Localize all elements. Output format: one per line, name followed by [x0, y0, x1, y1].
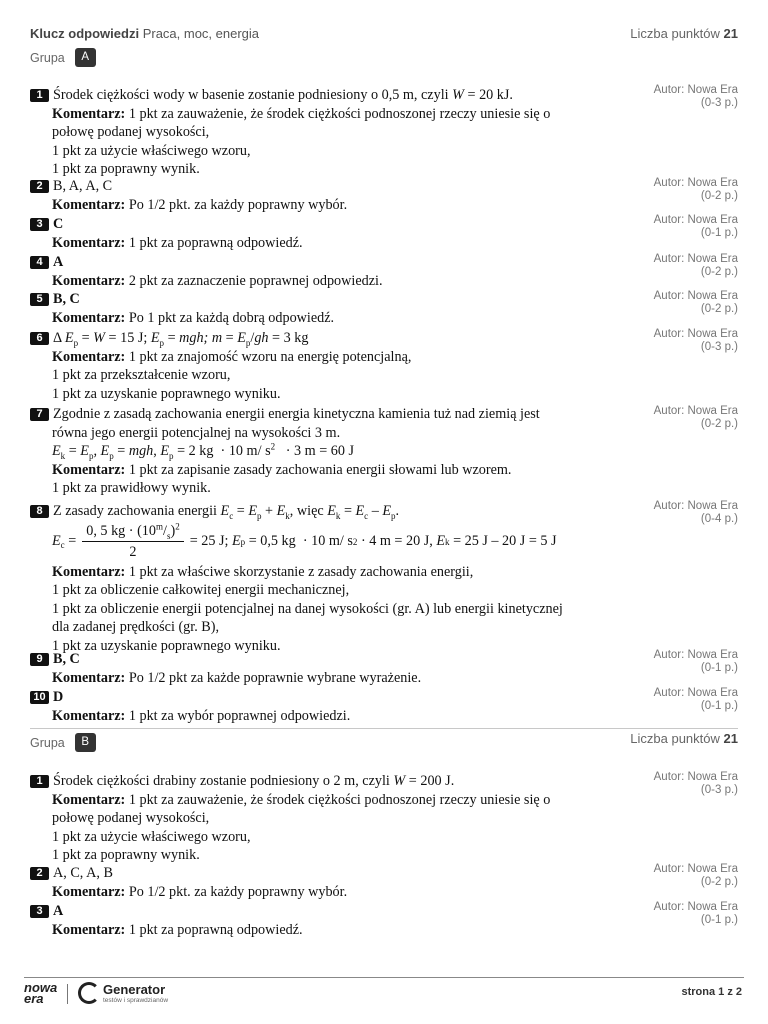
- group-label: Grupa: [30, 735, 65, 750]
- document-subtitle: Praca, moc, energia: [142, 26, 260, 41]
- task-answer: D: [53, 689, 64, 705]
- points-range: (0-1 p.): [700, 227, 738, 239]
- task-answer: A: [53, 903, 64, 919]
- points-range: (0-3 p.): [700, 97, 738, 109]
- comment-text: 1 pkt za wybór poprawnej odpowiedzi.: [125, 707, 351, 724]
- comment-text: 1 pkt za przekształcenie wzoru,: [52, 367, 231, 384]
- task-b2-author: [588, 863, 738, 889]
- task-answer: B, C: [53, 651, 80, 667]
- document-title: [30, 26, 259, 41]
- comment-text: 1 pkt za użycie właściwego wzoru,: [52, 828, 251, 845]
- group-divider: [30, 728, 738, 729]
- comment-text: 1 pkt za właściwe skorzystanie z zasady zachowania energii,: [125, 563, 474, 580]
- task-a9-author: [588, 649, 738, 675]
- page-number: strona 1 z 2: [681, 986, 742, 998]
- nowa-era-logo: nowa era: [24, 980, 58, 1006]
- group-b-header: [30, 733, 96, 752]
- comment-text: 1 pkt za obliczenie całkowitej energii mechanicznej,: [52, 582, 350, 599]
- total-points-value: 21: [723, 26, 738, 41]
- task-b1: [30, 772, 640, 865]
- task-number: 9: [30, 653, 49, 666]
- points-range: (0-2 p.): [700, 876, 738, 888]
- points-range: (0-3 p.): [700, 784, 738, 796]
- task-number: 2: [30, 867, 49, 880]
- author-name: Autor: Nowa Era: [653, 687, 738, 699]
- comment-label: Komentarz:: [52, 883, 126, 900]
- comment-label: Komentarz:: [52, 707, 126, 724]
- comment-text: 1 pkt za uzyskanie poprawnego wyniku.: [52, 637, 281, 654]
- comment-text: 1 pkt za znajomość wzoru na energię potencjalną,: [125, 348, 412, 365]
- comment-text: 1 pkt za prawidłowy wynik.: [52, 480, 211, 497]
- task-a2: [30, 177, 640, 214]
- task-answer: C: [53, 216, 64, 232]
- task-a9: [30, 650, 640, 687]
- points-range: (0-2 p.): [700, 266, 738, 278]
- task-text: równa jego energii potencjalnej na wysokości 3 m.: [52, 424, 341, 441]
- task-number: 3: [30, 905, 49, 918]
- comment-text: Po 1 pkt za każdą dobrą odpowiedź.: [125, 309, 335, 326]
- task-text: Środek ciężkości wody w basenie zostanie podniesiony o 0,5 m, czyli: [53, 87, 449, 103]
- task-number: 7: [30, 408, 49, 421]
- symbol-w: W: [393, 773, 406, 789]
- comment-label: Komentarz:: [52, 309, 126, 326]
- points-range: (0-2 p.): [700, 418, 738, 430]
- task-a7-author: [588, 405, 738, 431]
- task-number: 6: [30, 332, 49, 345]
- generator-logo-text: Generator: [103, 982, 166, 997]
- task-b3-author: [588, 901, 738, 927]
- author-name: Autor: Nowa Era: [653, 290, 738, 302]
- task-answer: B, A, A, C: [53, 178, 113, 194]
- task-a1-author: [588, 84, 738, 110]
- comment-label: Komentarz:: [52, 921, 126, 938]
- points-range: (0-4 p.): [700, 513, 738, 525]
- comment-text: 1 pkt za poprawną odpowiedź.: [125, 234, 303, 251]
- author-name: Autor: Nowa Era: [653, 771, 738, 783]
- task-number: 5: [30, 293, 49, 306]
- task-formula-fraction: E c = $\frac{0, 5 kg \cdot (10^m/_s)^2}{2}$ = 25 J; E p = 0,5 kg · 10 m/ s 2 · 4 m = 20 J, E k = 25 J – 20 J = 5 J: [52, 520, 557, 561]
- task-a8: [30, 502, 640, 656]
- comment-label: Komentarz:: [52, 669, 126, 686]
- comment-text: 1 pkt za zauważenie, że środek ciężkości podnoszonej rzeczy uniesie się o: [125, 105, 551, 122]
- comment-text: 1 pkt za obliczenie energii potencjalnej na danej wysokości (gr. A) lub energii kinetycznej: [52, 600, 563, 617]
- task-a5-author: [588, 290, 738, 316]
- comment-label: Komentarz:: [52, 791, 126, 808]
- footer-divider: [24, 977, 744, 978]
- task-answer: A: [53, 254, 64, 270]
- group-b-badge: B: [75, 733, 96, 752]
- task-text: Z zasady zachowania energii: [53, 503, 217, 519]
- task-number: 1: [30, 89, 49, 102]
- comment-text: dla zadanej prędkości (gr. B),: [52, 619, 220, 636]
- task-a4-author: [588, 253, 738, 279]
- task-a4: [30, 253, 640, 290]
- author-name: Autor: Nowa Era: [653, 84, 738, 96]
- task-a8-author: [588, 500, 738, 526]
- comment-text: 1 pkt za poprawny wynik.: [52, 161, 200, 178]
- author-name: Autor: Nowa Era: [653, 405, 738, 417]
- comment-label: Komentarz:: [52, 105, 126, 122]
- comment-text: 1 pkt za uzyskanie poprawnego wyniku.: [52, 385, 281, 402]
- task-answer: A, C, A, B: [53, 865, 113, 881]
- task-b3: [30, 902, 640, 939]
- comment-text: Po 1/2 pkt za każde poprawnie wybrane wyrażenie.: [125, 669, 422, 686]
- comment-label: Komentarz:: [52, 563, 126, 580]
- comment-text: połowę podanej wysokości,: [52, 810, 210, 827]
- points-range: (0-2 p.): [700, 303, 738, 315]
- total-points: [630, 26, 738, 41]
- group-a-badge: A: [75, 48, 96, 67]
- comment-text: połowę podanej wysokości,: [52, 124, 210, 141]
- task-a6-author: [588, 328, 738, 354]
- task-a3-author: [588, 214, 738, 240]
- task-number: 2: [30, 180, 49, 193]
- task-b2: [30, 864, 640, 901]
- generator-logo-subtitle: testów i sprawdzianów: [103, 997, 169, 1004]
- group-label: Grupa: [30, 50, 65, 65]
- points-range: (0-3 p.): [700, 341, 738, 353]
- task-formula: $E_c = E_p + E_k$, więc $E_k = E_c - E_p$.: [220, 503, 400, 521]
- task-a5: [30, 290, 640, 327]
- task-a10-author: [588, 687, 738, 713]
- task-a3: [30, 215, 640, 252]
- task-a7: [30, 405, 640, 498]
- group-b-points-value: 21: [723, 731, 738, 746]
- group-a-header: [30, 48, 96, 67]
- task-value: = 20 kJ.: [463, 87, 513, 103]
- task-text: Zgodnie z zasadą zachowania energii energia kinetyczna kamienia tuż nad ziemią jest: [53, 406, 540, 422]
- group-b-points-label: Liczba punktów: [630, 731, 720, 746]
- points-range: (0-1 p.): [700, 700, 738, 712]
- author-name: Autor: Nowa Era: [653, 863, 738, 875]
- task-number: 1: [30, 775, 49, 788]
- task-value: = 200 J.: [405, 773, 455, 789]
- points-range: (0-1 p.): [700, 662, 738, 674]
- document-title-bold: Klucz odpowiedzi: [30, 26, 140, 41]
- comment-text: 1 pkt za zapisanie zasady zachowania energii słowami lub wzorem.: [125, 461, 512, 478]
- task-a2-author: [588, 177, 738, 203]
- points-range: (0-2 p.): [700, 190, 738, 202]
- comment-text: 2 pkt za zaznaczenie poprawnej odpowiedzi.: [125, 272, 383, 289]
- group-b-points: [630, 731, 738, 746]
- comment-label: Komentarz:: [52, 272, 126, 289]
- symbol-w: W: [452, 87, 464, 103]
- total-points-label: Liczba punktów: [630, 26, 720, 41]
- author-name: Autor: Nowa Era: [653, 177, 738, 189]
- task-a10: [30, 688, 640, 725]
- points-range: (0-1 p.): [700, 914, 738, 926]
- comment-label: Komentarz:: [52, 234, 126, 251]
- task-formula: 6 Δ $E_p = W = 15$ J; $E_p$ = mgh; $m = E_p/gh = 3$ kg: [30, 329, 640, 348]
- task-number: 10: [30, 691, 49, 704]
- task-number: 8: [30, 505, 49, 518]
- author-name: Autor: Nowa Era: [653, 214, 738, 226]
- task-formula: $E_k = E_p$, $E_p$ = mgh, $E_p = 2$ kg · 10 m/ $s^2 \cdot 3$ m = 60 J: [52, 441, 355, 462]
- generator-logo-icon: [78, 982, 100, 1004]
- comment-label: Komentarz:: [52, 348, 126, 365]
- author-name: Autor: Nowa Era: [653, 649, 738, 661]
- comment-text: 1 pkt za zauważenie, że środek ciężkości podnoszonej rzeczy uniesie się o: [125, 791, 551, 808]
- task-text: Środek ciężkości drabiny zostanie podniesiony o 2 m, czyli: [53, 773, 390, 789]
- author-name: Autor: Nowa Era: [653, 253, 738, 265]
- task-a6: [30, 329, 640, 403]
- comment-text: 1 pkt za poprawny wynik.: [52, 847, 200, 864]
- comment-text: Po 1/2 pkt. za każdy poprawny wybór.: [125, 883, 348, 900]
- author-name: Autor: Nowa Era: [653, 328, 738, 340]
- comment-label: Komentarz:: [52, 196, 126, 213]
- task-number: 3: [30, 218, 49, 231]
- task-b1-author: [588, 771, 738, 797]
- task-number: 4: [30, 256, 49, 269]
- task-a1: [30, 86, 640, 179]
- comment-text: 1 pkt za użycie właściwego wzoru,: [52, 142, 251, 159]
- comment-text: 1 pkt za poprawną odpowiedź.: [125, 921, 303, 938]
- author-name: Autor: Nowa Era: [653, 500, 738, 512]
- comment-text: Po 1/2 pkt. za każdy poprawny wybór.: [125, 196, 348, 213]
- logo-separator: [67, 984, 68, 1004]
- author-name: Autor: Nowa Era: [653, 901, 738, 913]
- comment-label: Komentarz:: [52, 461, 126, 478]
- task-answer: B, C: [53, 291, 80, 307]
